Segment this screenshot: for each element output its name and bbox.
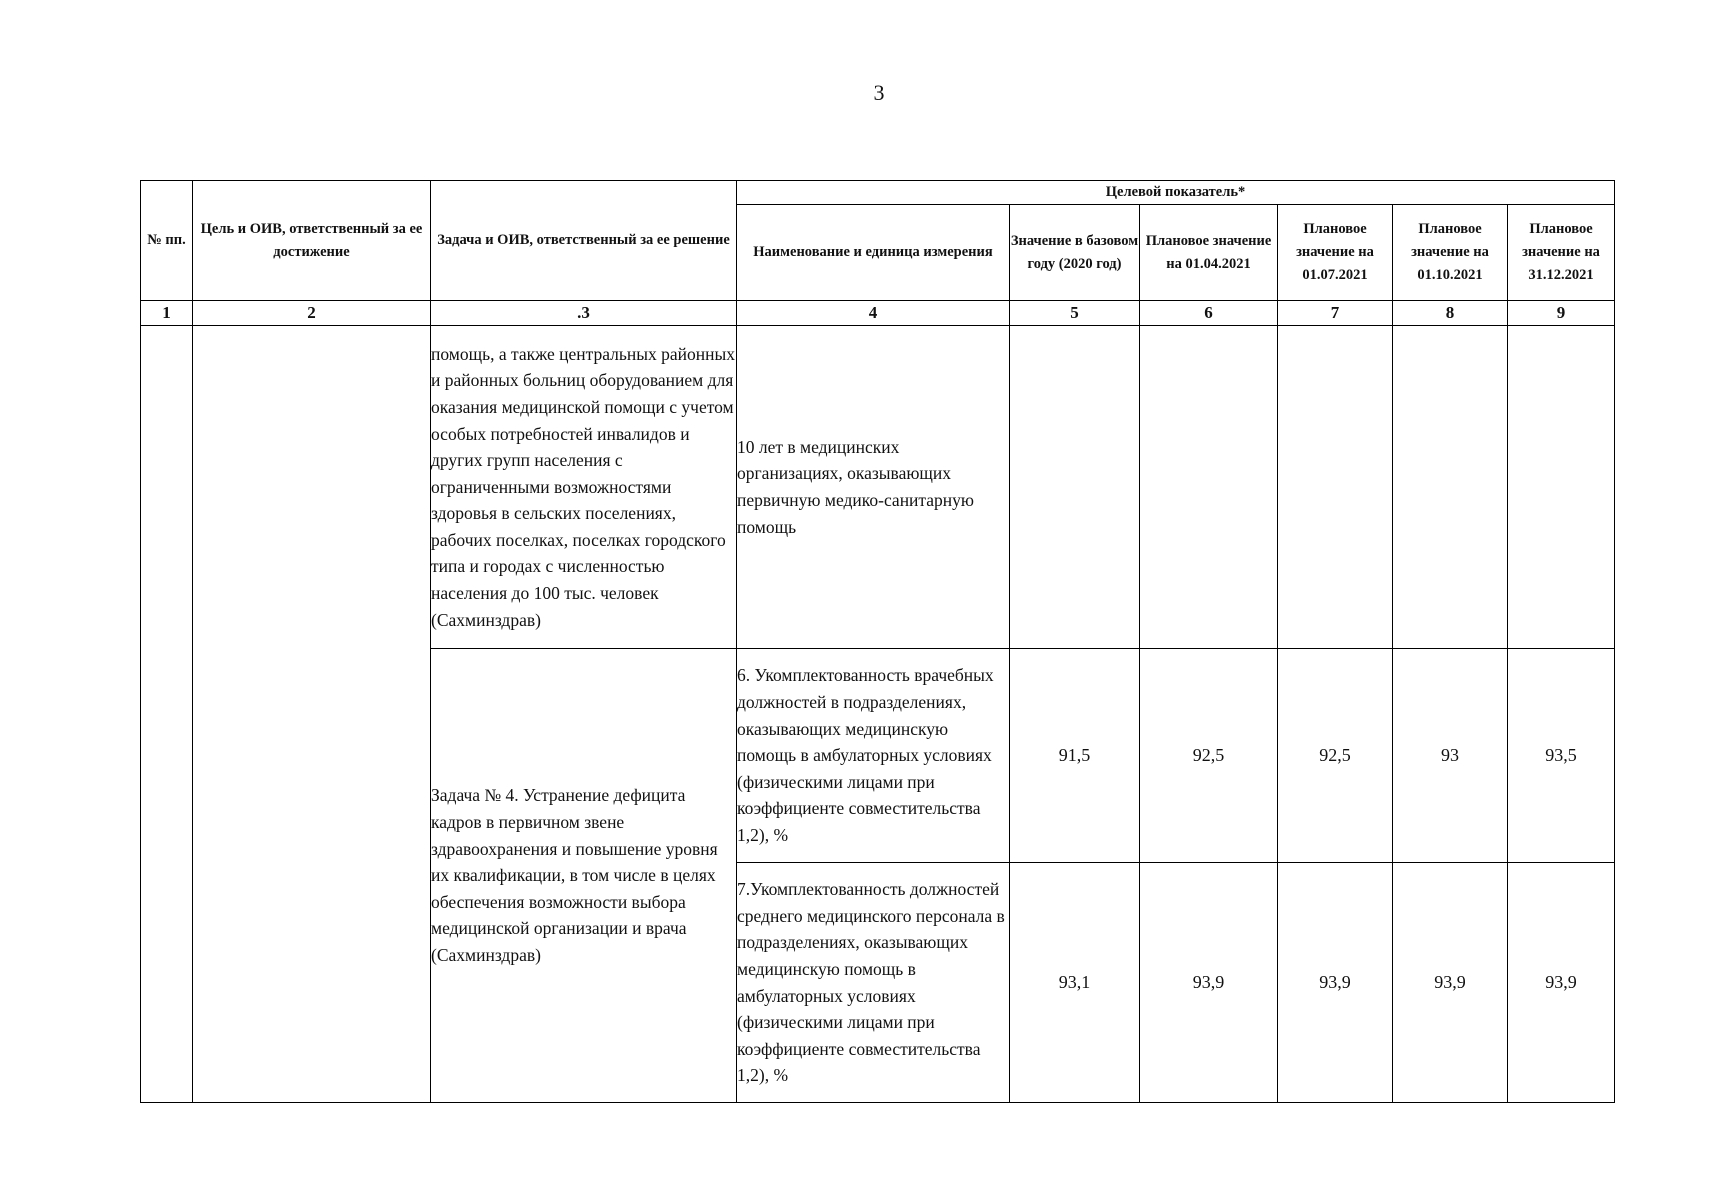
plan-q3-cell: 93 [1393,649,1508,863]
plan-q1-cell [1140,326,1278,649]
column-number: 6 [1140,301,1278,326]
indicator-cell: 6. Укомплектованность врачебных должностей в подразделениях, оказывающих медицинскую помощь в амбулаторных условиях (физическими лицами при коэффициенте совместительства 1,2), % [737,649,1010,863]
column-number: 4 [737,301,1010,326]
indicator-cell: 7.Укомплектованность должностей среднего медицинского персонала в подразделениях, оказывающих медицинскую помощь в амбулаторных условиях (физическими лицами при коэффициенте совместительства 1,2), % [737,863,1010,1103]
column-number: 9 [1508,301,1615,326]
base-value-cell: 91,5 [1010,649,1140,863]
plan-q3-cell: 93,9 [1393,863,1508,1103]
column-number: 5 [1010,301,1140,326]
header-plan-q3: Плановое значение на 01.10.2021 [1393,205,1508,301]
num-cell [141,326,193,1103]
task-cell: Задача № 4. Устранение дефицита кадров в первичном звене здравоохранения и повышение уровня их квалификации, в том числе в целях обеспечения возможности выбора медицинской организации и врача (Сахминздрав) [431,649,737,1103]
plan-q4-cell [1508,326,1615,649]
header-indicator: Наименование и единица измерения [737,205,1010,301]
goal-cell [193,326,431,1103]
header-plan-q4: Плановое значение на 31.12.2021 [1508,205,1615,301]
column-number-row [141,301,1615,326]
table-row [141,326,1615,649]
target-indicators-table [140,180,1615,1103]
header-plan-q1: Плановое значение на 01.04.2021 [1140,205,1278,301]
column-number: 8 [1393,301,1508,326]
base-value-cell: 93,1 [1010,863,1140,1103]
plan-q2-cell: 93,9 [1278,863,1393,1103]
plan-q2-cell [1278,326,1393,649]
header-num: № пп. [141,181,193,301]
column-number: 2 [193,301,431,326]
header-base-value: Значение в базовом году (2020 год) [1010,205,1140,301]
plan-q3-cell [1393,326,1508,649]
plan-q1-cell: 92,5 [1140,649,1278,863]
base-value-cell [1010,326,1140,649]
indicator-cell: 10 лет в медицинских организациях, оказывающих первичную медико-санитарную помощь [737,326,1010,649]
header-goal: Цель и ОИВ, ответственный за ее достижение [193,181,431,301]
plan-q4-cell: 93,9 [1508,863,1615,1103]
task-cell: помощь, а также центральных районных и районных больниц оборудованием для оказания медицинской помощи с учетом особых потребностей инвалидов и других групп населения с ограниченными возможностями здоровья в сельских поселениях, рабочих поселках, поселках городского типа и городах с численностью населения до 100 тыс. человек (Сахминздрав) [431,326,737,649]
page-number: 3 [873,80,885,105]
column-number: .3 [431,301,737,326]
column-number: 7 [1278,301,1393,326]
plan-q4-cell: 93,5 [1508,649,1615,863]
plan-q2-cell: 92,5 [1278,649,1393,863]
header-task: Задача и ОИВ, ответственный за ее решение [431,181,737,301]
header-target-indicator-group: Целевой показатель* [737,181,1615,205]
column-number: 1 [141,301,193,326]
plan-q1-cell: 93,9 [1140,863,1278,1103]
header-plan-q2: Плановое значение на 01.07.2021 [1278,205,1393,301]
